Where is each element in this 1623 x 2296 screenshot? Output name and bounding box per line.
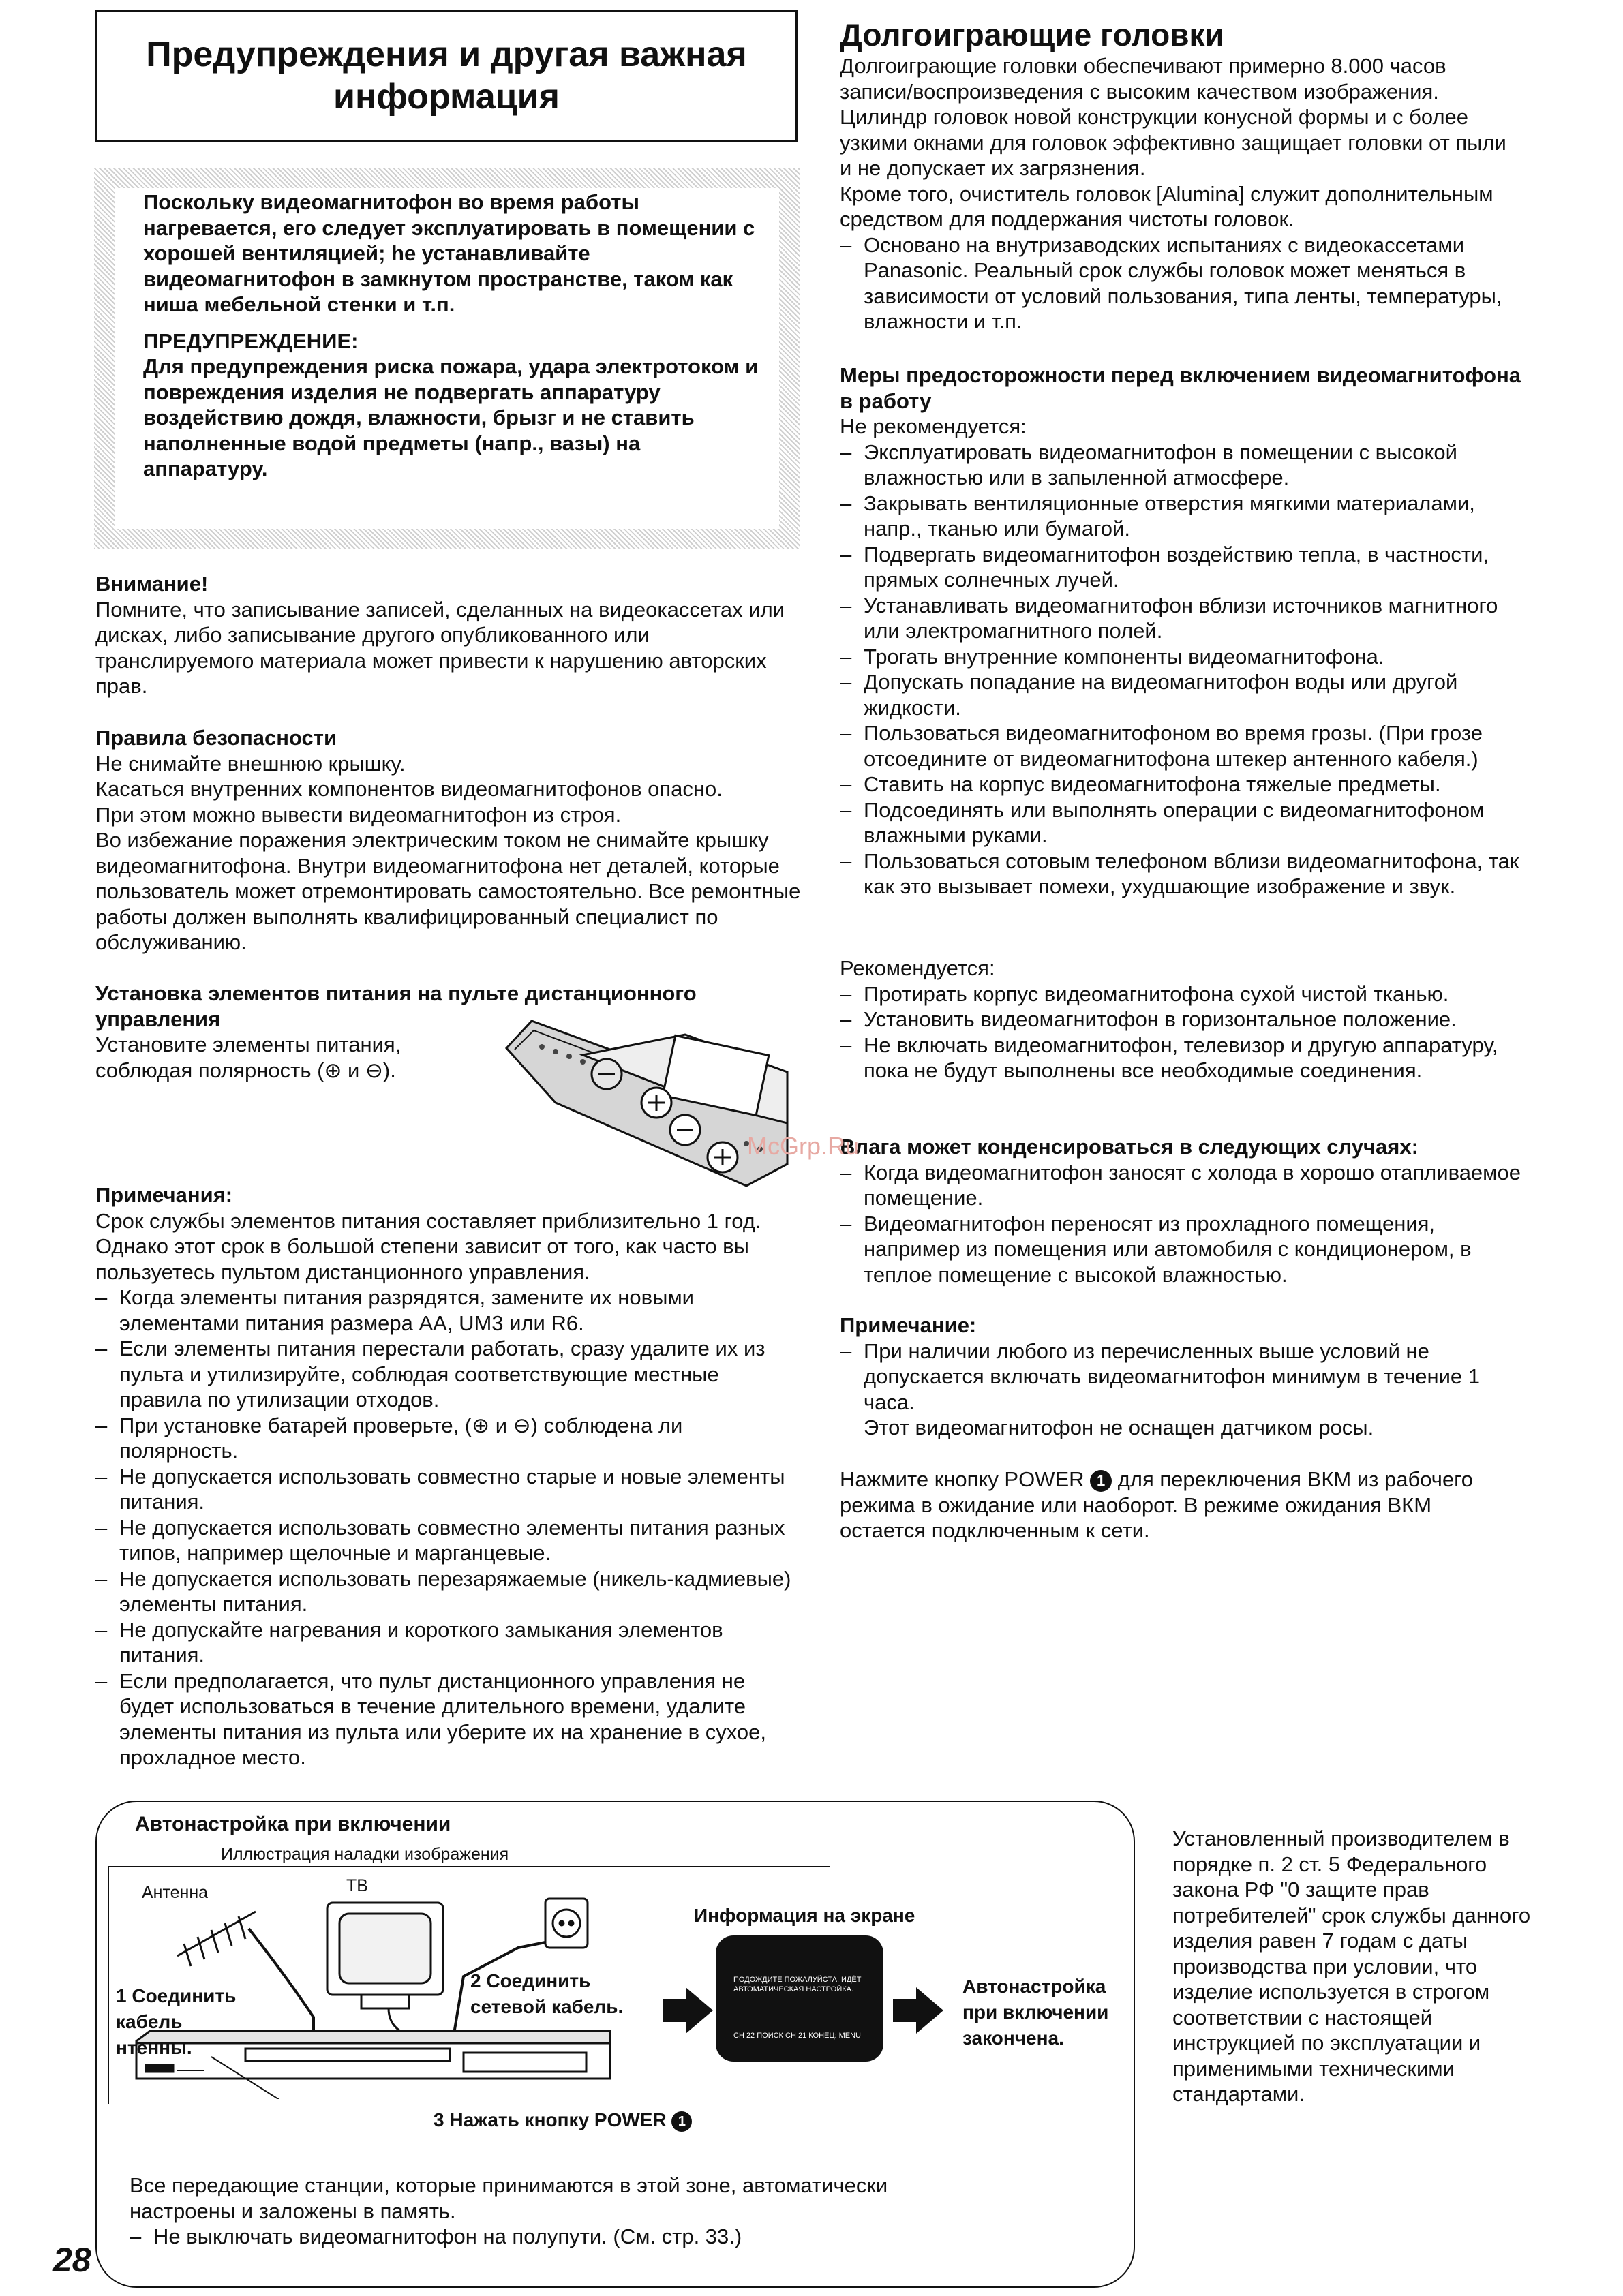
note-extra: Этот видеомагнитофон не оснащен датчиком росы. — [864, 1415, 1374, 1439]
step-2: 2 Соединить сетевой кабель. — [470, 1970, 624, 2017]
antenna-icon — [177, 1912, 256, 1966]
note-section — [840, 1313, 1521, 1441]
warranty-text: Установленный производителем в порядке п. 2 ст. 5 Федерального закона РФ "0 защите прав потребителей" срок службы данного изделия равен 7 годам с даты производства при условии, что изделие используется в строгом соответствии с настоящей инструкцией по эксплуатации и применимыми техническими стандартами. — [1172, 1826, 1531, 2106]
warning-text — [143, 189, 770, 482]
attention-heading: Внимание! — [95, 572, 209, 596]
moisture-section — [840, 1134, 1521, 1287]
heads-section — [840, 16, 1521, 335]
moisture-item: – Когда видеомагнитофон заносят с холода в хорошо отапливаемое помещение. — [840, 1160, 1521, 1211]
battery-heading: Установка элементов питания на пульте дистанционного управления — [95, 981, 697, 1031]
notes-item: – Не допускается использовать перезаряжаемые (никель-кадмиевые) элементы питания. — [95, 1566, 804, 1617]
safety-section — [95, 725, 804, 955]
not-recommended-item: – Подсоединять или выполнять операции с видеомагнитофоном влажными руками. — [840, 797, 1521, 848]
not-recommended-item: – Эксплуатировать видеомагнитофон в помещении с высокой влажностью или в запыленной атмосфере. — [840, 440, 1521, 491]
not-recommended-item: – Пользоваться видеомагнитофоном во время грозы. (При грозе отсоедините от видеомагнитофона штекер антенного кабеля.) — [840, 720, 1521, 771]
setup-footer-item: – Не выключать видеомагнитофон на полупути. (См. стр. 33.) — [130, 2224, 947, 2250]
warning-paragraph-2: Для предупреждения риска пожара, удара электротоком и повреждения изделия не подвергать аппаратуру воздействию дождя, влажности, брызг и не ставить наполненные водой предметы (напр., вазы) на аппаратуру. — [143, 354, 759, 480]
illustration-label: Иллюстрация наладки изображения — [211, 1844, 518, 1865]
warning-paragraph: Поскольку видеомагнитофон во время работы нагревается, его следует эксплуатировать в помещении с хорошей вентиляцией; he устанавливайте видеомагнитофон в замкнутом пространстве, таком как ниша мебельной стенки и т.п. — [143, 190, 755, 316]
not-recommended-item: – Ставить на корпус видеомагнитофона тяжелые предметы. — [840, 771, 1521, 797]
page-number: 28 — [53, 2241, 91, 2279]
note-item: – При наличии любого из перечисленных выше условий не допускается включать видеомагнитофон минимум в течение 1 часа. — [840, 1338, 1521, 1415]
not-recommended-item: – Устанавливать видеомагнитофон вблизи источников магнитного или электромагнитного полей. — [840, 593, 1521, 644]
recommended-item: – Не включать видеомагнитофон, телевизор и другую аппаратуру, пока не будут выполнены все необходимые соединения. — [840, 1032, 1521, 1084]
notes-section — [95, 1182, 804, 1771]
power-text-start: Нажмите кнопку POWER — [840, 1467, 1084, 1491]
screen-status: CH 22 ПОИСК CH 21 КОНЕЦ: MENU — [733, 2032, 862, 2040]
recommended-item: – Протирать корпус видеомагнитофона сухой чистой тканью. — [840, 981, 1521, 1007]
setup-footer-text: Все передающие станции, которые принимаются в этой зоне, автоматически настроены и заложены в память. — [130, 2173, 888, 2223]
warning-heading: ПРЕДУПРЕЖДЕНИЕ: — [143, 328, 359, 353]
screen-display — [716, 1935, 883, 2062]
precautions-section — [840, 363, 1521, 900]
page-title-box — [95, 10, 798, 142]
not-recommended-item: – Подвергать видеомагнитофон воздействию тепла, в частности, прямых солнечных лучей. — [840, 542, 1521, 593]
notes-intro: Срок службы элементов питания составляет приблизительно 1 год. Однако этот срок в большой степени зависит от того, как часто вы пользуетесь пультом дистанционного управления. — [95, 1208, 761, 1284]
note-heading: Примечание: — [840, 1313, 977, 1337]
screen-info-label: Информация на экране — [694, 1905, 915, 1926]
not-recommended-item: – Трогать внутренние компоненты видеомагнитофона. — [840, 644, 1521, 670]
screen-message: ПОДОЖДИТЕ ПОЖАЛУЙСТА. ИДЁТ АВТОМАТИЧЕСКАЯ НАСТРОЙКА. — [733, 1976, 862, 1993]
arrow-right-icon — [663, 1987, 713, 2034]
circled-one-icon: 1 — [671, 2111, 692, 2132]
step-1: 1 Соединить кабель нтенны. — [116, 1985, 237, 2058]
tv-icon — [327, 1903, 443, 2008]
precautions-heading: Меры предосторожности перед включением видеомагнитофона в работу — [840, 363, 1521, 413]
power-section — [840, 1467, 1521, 1544]
notes-item: – Если предполагается, что пульт дистанционного управления не будет использоваться в течение длительного времени, удалите элементы питания из пульта или уберите их на хранение в сухое, прохладное место. — [95, 1668, 804, 1771]
recommended-label: Рекомендуется: — [840, 956, 995, 980]
remote-control-illustration — [501, 1007, 794, 1191]
safety-line: При этом можно вывести видеомагнитофон из строя. — [95, 802, 622, 827]
setup-heading: Автонастройка при включении — [135, 1813, 451, 1835]
battery-text: Установите элементы питания, соблюдая полярность (⊕ и ⊖). — [95, 1032, 401, 1082]
moisture-heading: Влага может конденсироваться в следующих случаях: — [840, 1135, 1419, 1159]
safety-line: Не снимайте внешнюю крышку. — [95, 751, 406, 776]
circled-one-icon: 1 — [1090, 1470, 1112, 1492]
safety-heading: Правила безопасности — [95, 726, 337, 750]
power-text-end: для переключения ВКМ из рабочего режима в ожидание или наоборот. В режиме ожидания ВКМ остается подключенным к сети. — [840, 1467, 1474, 1542]
attention-text: Помните, что записывание записей, сделанных на видеокассетах или дисках, либо записывание другого опубликованного или транслируемого материала может привести к нарушению авторских прав. — [95, 597, 785, 698]
not-recommended-item: – Пользоваться сотовым телефоном вблизи видеомагнитофона, так как это вызывает помехи, ухудшающие изображение и звук. — [840, 848, 1521, 900]
arrow-right-icon — [893, 1987, 943, 2034]
not-recommended-item: – Допускать попадание на видеомагнитофон воды или другой жидкости. — [840, 669, 1521, 720]
safety-line: Во избежание поражения электрическим током не снимайте крышку видеомагнитофона. Внутри видеомагнитофона нет деталей, которые пользователь может отремонтировать самостоятельно. Все ремонтные работы должен выполнять квалифицированный специалист по обслуживанию. — [95, 828, 801, 954]
notes-item: – Когда элементы питания разрядятся, замените их новыми элементами питания размера AA, UM3 или R6. — [95, 1285, 804, 1336]
recommended-section — [840, 955, 1521, 1084]
step-3: 3 Нажать кнопку POWER 1 — [434, 2107, 692, 2133]
notes-item: – Не допускается использовать совместно элементы питания разных типов, например щелочные и марганцевые. — [95, 1515, 804, 1566]
setup-footer — [130, 2173, 947, 2250]
safety-line: Касаться внутренних компонентов видеомагнитофонов опасно. — [95, 777, 723, 801]
page-title: Предупреждения и другая важная информация — [146, 35, 747, 117]
notes-item: – При установке батарей проверьте, (⊕ и ⊖) соблюдена ли полярность. — [95, 1413, 804, 1464]
watermark: McGrp.Ru — [747, 1132, 860, 1160]
heads-title: Долгоиграющие головки — [840, 17, 1224, 52]
not-recommended-item: – Закрывать вентиляционные отверстия мягкими материалами, напр., тканью или бумагой. — [840, 491, 1521, 542]
not-recommended-label: Не рекомендуется: — [840, 414, 1027, 438]
heads-item: – Основано на внутризаводских испытаниях с видеокассетами Panasonic. Реальный срок службы головок может меняться в зависимости от условий пользования, типа ленты, температуры, влажности и т.п. — [840, 232, 1521, 335]
moisture-item: – Видеомагнитофон переносят из прохладного помещения, например из помещения или автомобиля с кондиционером, в теплое помещение с высокой влажностью. — [840, 1211, 1521, 1288]
heads-text-2: Кроме того, очиститель головок [Alumina] служит дополнительным средством для поддержания чистоты головок. — [840, 181, 1493, 231]
heads-text: Долгоиграющие головки обеспечивают примерно 8.000 часов записи/воспроизведения с высоким качеством изображения. Цилиндр головок новой конструкции конусной формы и с более узкими окнами для головок эффективно защищает головки от пыли и не допускает их загрязнения. — [840, 54, 1506, 180]
notes-item: – Если элементы питания перестали работать, сразу удалите их из пульта и утилизируйте, соблюдая соответствующие местные правила по утилизации отходов. — [95, 1336, 804, 1413]
notes-item: – Не допускайте нагревания и короткого замыкания элементов питания. — [95, 1617, 804, 1668]
notes-item: – Не допускается использовать совместно старые и новые элементы питания. — [95, 1464, 804, 1515]
recommended-item: – Установить видеомагнитофон в горизонтальное положение. — [840, 1007, 1521, 1032]
antenna-label: Антенна — [142, 1883, 209, 1902]
tv-label: ТВ — [346, 1876, 368, 1895]
attention-section — [95, 571, 804, 699]
power-socket-icon — [545, 1899, 588, 1948]
notes-heading: Примечания: — [95, 1183, 233, 1207]
setup-done: Автонастройка при включении закончена. — [962, 1976, 1109, 2049]
